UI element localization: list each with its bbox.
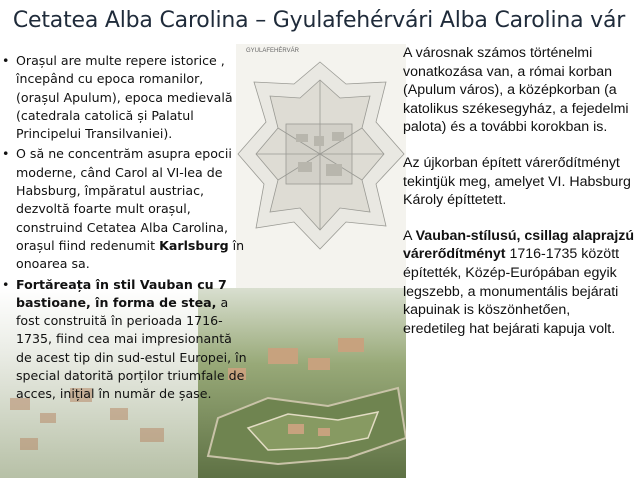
bullet-bold-text: Karlsburg <box>159 237 229 253</box>
slide-title: Cetatea Alba Carolina – Gyulafehérvári Alba Carolina vár <box>12 8 626 33</box>
romanian-text-column <box>2 52 250 406</box>
paragraph <box>403 44 635 137</box>
paragraph-bold-text: Vauban-stílusú, csillag alaprajzú várerődítményt <box>403 227 635 263</box>
paragraph <box>403 154 635 210</box>
bullet-item <box>2 52 250 143</box>
paragraph-text: A <box>403 227 416 244</box>
bullet-marker: • <box>2 276 10 292</box>
bullet-item <box>2 145 250 273</box>
bullet-marker: • <box>2 146 10 162</box>
paragraph-text: 1716-1735 között építették, Közép-Európában egyik legszebb, a monumentális bejárati kapuinak is köszönhetően, eredetileg hat bejárati kapuja volt. <box>403 246 620 337</box>
bullet-bold-text: Fortăreața în stil Vauban cu 7 bastioane, în forma de stea, <box>16 276 227 310</box>
fortress-map-image <box>236 44 406 288</box>
bullet-marker: • <box>2 53 10 68</box>
paragraph-text: Az újkorban épített várerődítményt tekintjük meg, amelyet VI. Habsburg Károly építtetett. <box>403 154 631 209</box>
paragraph <box>403 227 635 339</box>
bullet-text: în onoarea sa. <box>16 237 245 272</box>
bullet-text: Orașul are multe repere istorice , începând cu epoca romanilor, (orașul Apulum), epoca medievală (catedrala catolică și Palatul Principelui Transilvaniei). <box>16 53 233 142</box>
hungarian-text-column <box>403 44 635 355</box>
map-caption: GYULAFEHÉRVÁR <box>246 48 299 54</box>
bullet-text: O să ne concentrăm asupra epocii moderne, când Carol al VI-lea de Habsburg, împăratul austriac, dezvoltă foarte mult orașul, construind Cetatea Alba Carolina, orașul fiind redenumit <box>16 146 232 253</box>
paragraph-text: A városnak számos történelmi vonatkozása van, a római korban (Apulum város), a középkorban (a katolikus székesegyház, a fejedelmi palota) és a további korokban is. <box>403 45 629 136</box>
bullet-text: a fost construită în perioada 1716-1735, fiind cea mai impresionantă de acest tip din sud-estul Europei, în special datorită porților triumfale de acces, inițial în număr de șase. <box>16 294 247 402</box>
bullet-item <box>2 276 250 404</box>
